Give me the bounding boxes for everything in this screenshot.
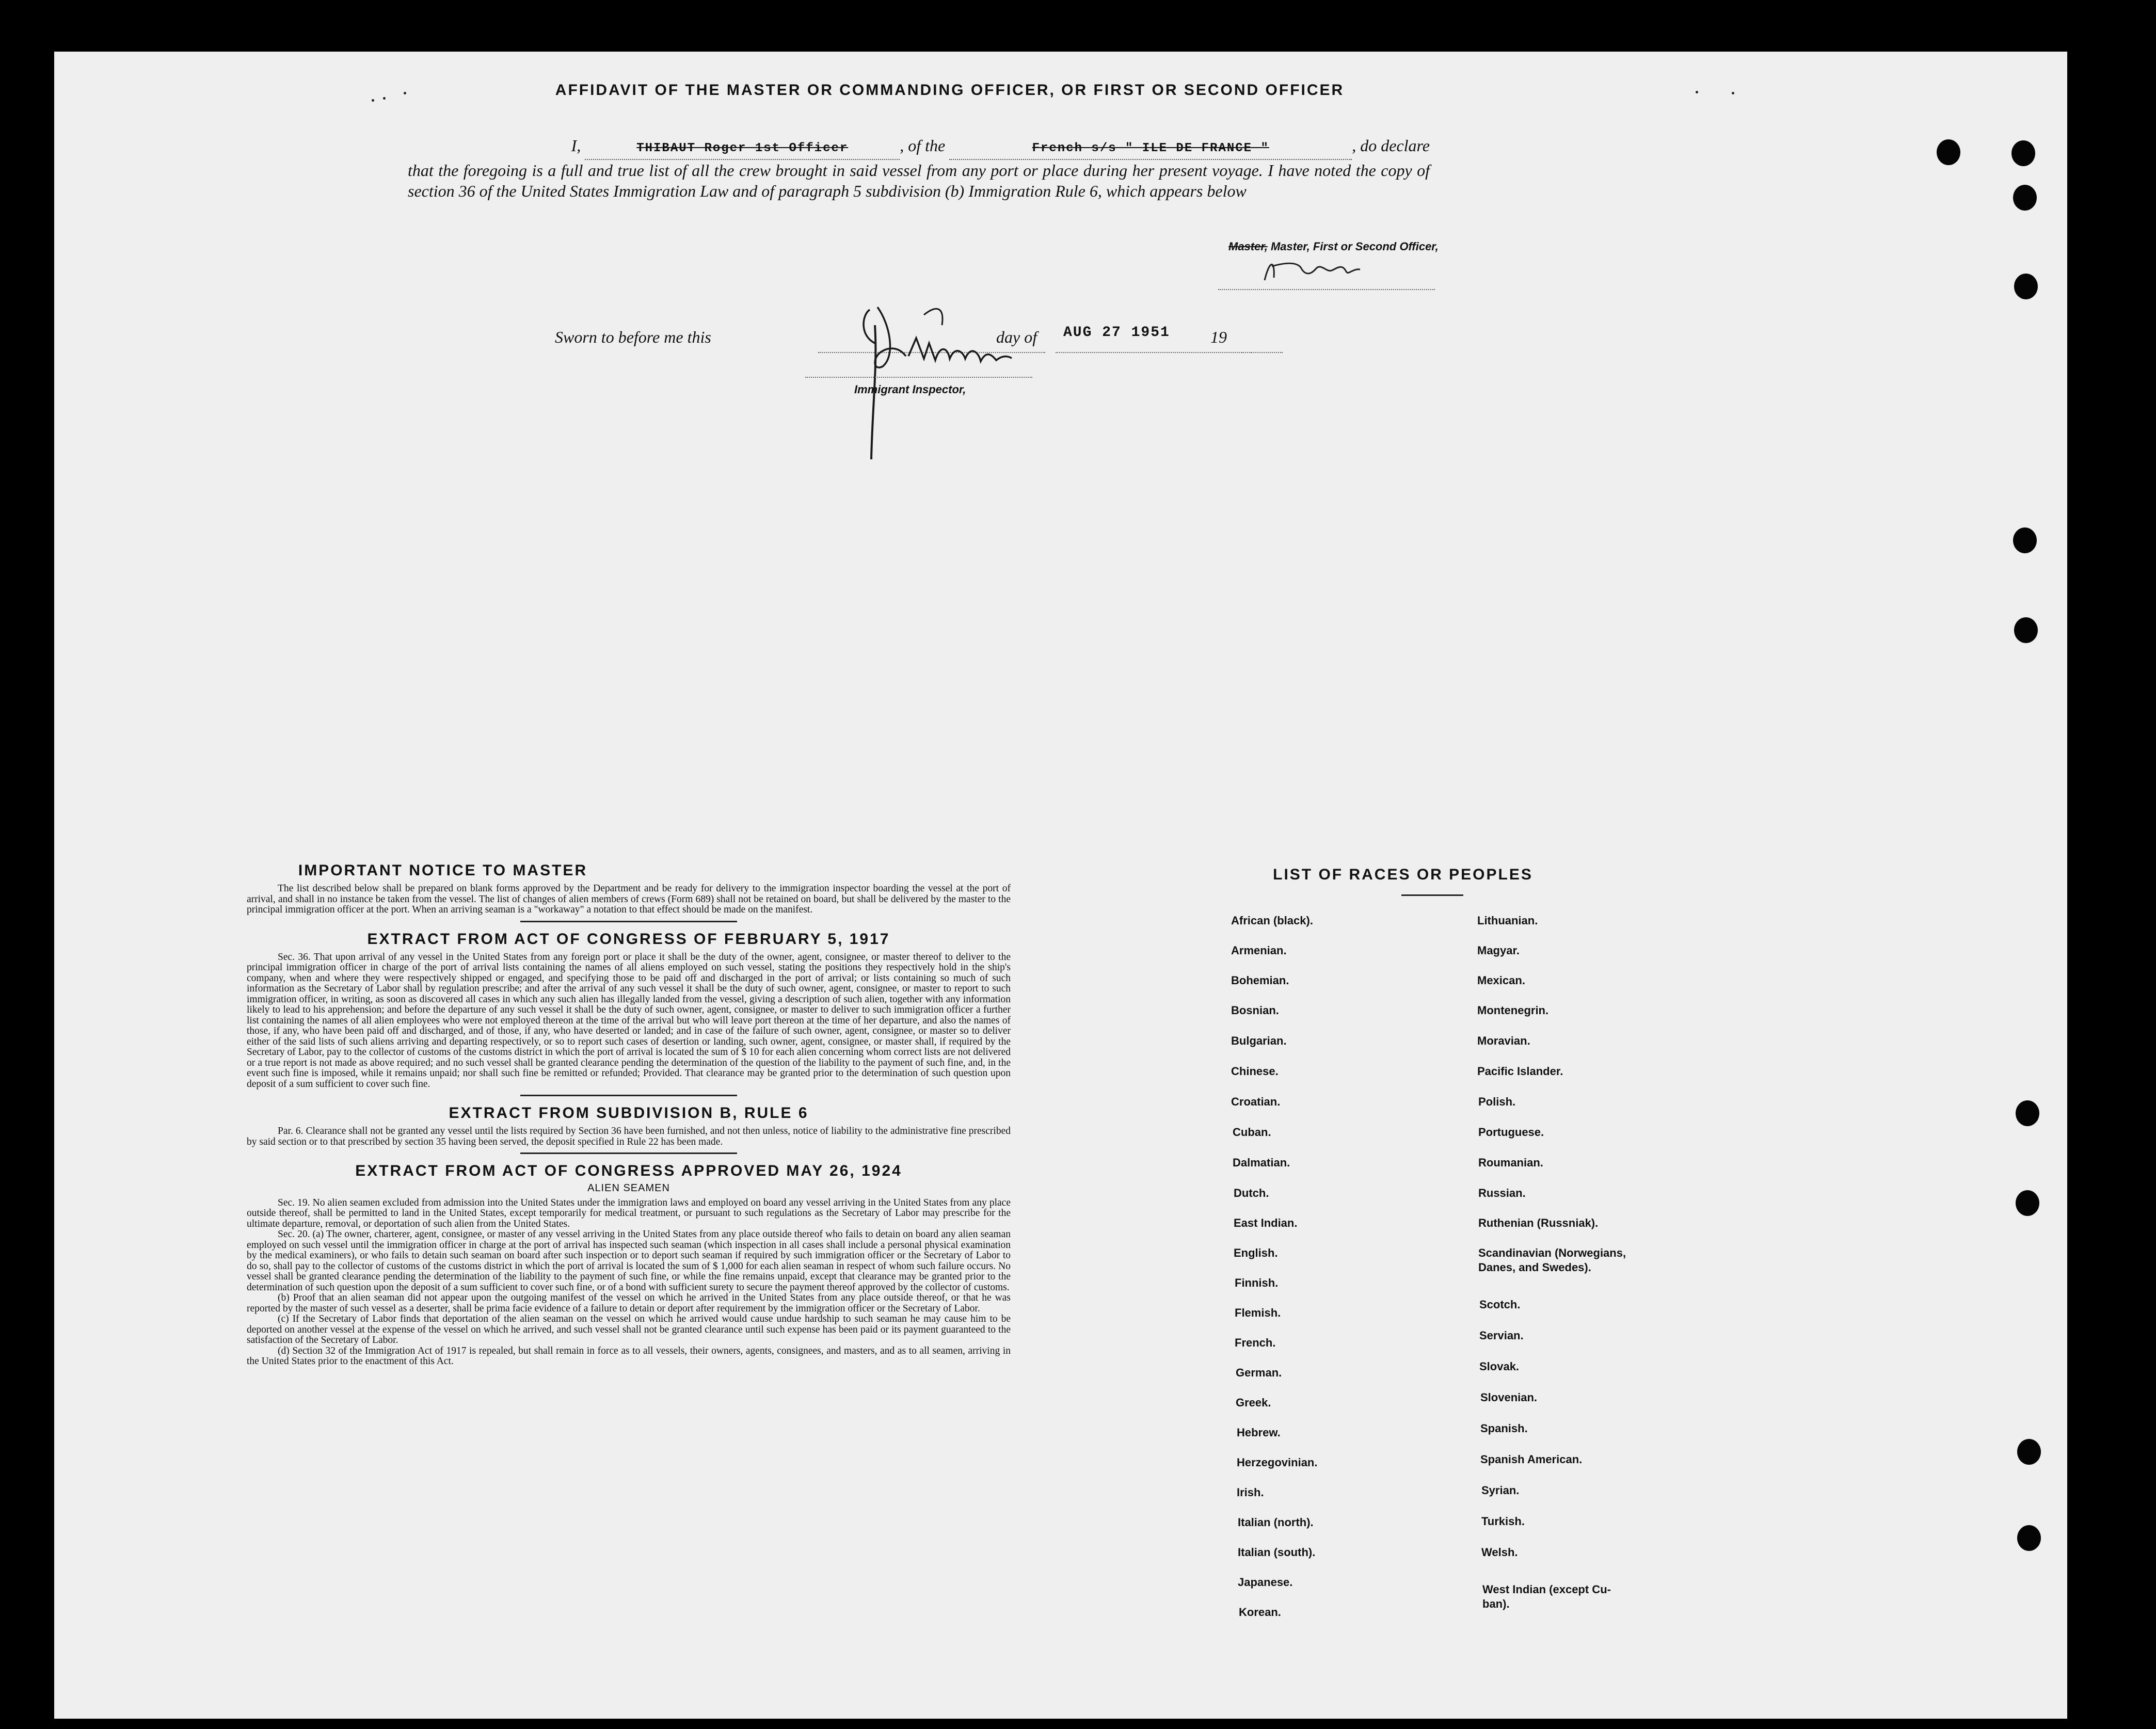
notice-column [247,861,1011,1367]
race-col1-item: French. [1235,1336,1276,1349]
race-col1-item: Herzegovinian. [1237,1456,1318,1469]
race-col1-item: Hebrew. [1237,1426,1281,1439]
affidavit-title: AFFIDAVIT OF THE MASTER OR COMMANDING OFFICER, OR FIRST OR SECOND OFFICER [555,82,1345,99]
race-col1-item: Greek. [1236,1396,1271,1409]
race-col2-item: Montenegrin. [1477,1004,1549,1017]
race-col1-item: Italian (south). [1238,1546,1316,1559]
race-col2-item: Moravian. [1477,1034,1530,1047]
sworn-month-line [1056,352,1252,353]
race-col1-item: Japanese. [1238,1576,1293,1589]
ink-speck [372,99,374,102]
race-col1-item: Cuban. [1233,1126,1271,1139]
race-col2-item: Slovenian. [1480,1391,1538,1404]
race-col1-item: Italian (north). [1238,1516,1314,1529]
race-col2-item: Welsh. [1481,1546,1518,1559]
sworn-prefix: Sworn to before me this [555,328,711,346]
race-col2-item: West Indian (except Cu- ban). [1482,1583,1611,1610]
race-col2-item: Syrian. [1481,1484,1520,1497]
extract3-sec20b: (b) Proof that an alien seaman did not appear upon the outgoing manifest of the vessel on which he arrived in the United States from any place outside thereof, or that he was reported by the master of such vessel as a deserter, shall be prima facie evidence of a failure to detain or deport after requirement by the immigration officer or the Secretary of Labor. [247,1292,1011,1314]
race-col2-item: Roumanian. [1478,1156,1543,1169]
race-col2-item: Turkish. [1481,1515,1525,1528]
race-col1-item: German. [1236,1366,1282,1379]
binder-hole [2017,1525,2041,1551]
affidavit-of-the: , of the [900,136,946,155]
extract3-sec20d: (d) Section 32 of the Immigration Act of 1917 is repealed, but shall remain in force as to all vessels, their owners, agents, consignees, and masters, and as to all seamen, arriving in the United States prior to the enactment of this Act. [247,1345,1011,1367]
race-col1-item: Croatian. [1231,1095,1281,1108]
extract1-title: EXTRACT FROM ACT OF CONGRESS OF FEBRUARY 5, 1917 [367,930,890,948]
race-col2-item: Portuguese. [1478,1126,1544,1139]
race-col2-item: Russian. [1478,1187,1526,1199]
extract3-title: EXTRACT FROM ACT OF CONGRESS APPROVED MAY 26, 1924 [355,1162,902,1179]
race-col2-item: Scotch. [1479,1298,1521,1311]
binder-hole [2013,527,2037,553]
notice-text: The list described below shall be prepared on blank forms approved by the Department and be ready for delivery to the immigration inspector boarding the vessel at the port of arrival, and shall in no instance be taken from the vessel. The list of changes of alien members of crews (Form 689) shall not be retained on board, but shall be delivered by the master to the principal immigration officer at the port. When an arriving seaman is a "workaway" a notation to that effect should be made on the manifest. [247,883,1011,915]
inspector-caption: Immigrant Inspector, [854,383,966,396]
date-stamp: AUG 27 1951 [1063,325,1170,341]
race-col1-item: English. [1234,1246,1278,1259]
extract2-title: EXTRACT FROM SUBDIVISION B, RULE 6 [449,1104,809,1122]
race-col2-item: Magyar. [1477,944,1520,957]
race-col1-item: Irish. [1237,1486,1264,1499]
divider [520,921,737,922]
master-caption [1228,240,1439,253]
race-col2-item: Ruthenian (Russniak). [1478,1216,1599,1229]
binder-hole [2017,1439,2041,1465]
master-caption-struck: Master, [1228,240,1268,253]
sworn-day-of: day of [996,328,1037,346]
races-title: LIST OF RACES OR PEOPLES [1273,866,1533,883]
race-col1-item: Finnish. [1235,1276,1279,1289]
officer-name-field: THIBAUT Roger 1st Officer [636,141,849,155]
ink-speck [383,97,386,100]
vessel-name-field: French s/s " ILE DE FRANCE " [1032,141,1269,155]
race-col1-item: Bosnian. [1231,1004,1279,1017]
extract3-sec20c: (c) If the Secretary of Labor finds that deportation of the alien seaman on the vessel on which he arrived would cause undue hardship to such seaman he may cause him to be deported on another vessel at the expense of the vessel on which he arrived, and such vessel shall not be granted clearance until such expense has been paid or its payment guaranteed to the satisfaction of the Secretary of Labor. [247,1314,1011,1346]
race-col1-item: East Indian. [1234,1216,1298,1229]
divider [520,1152,737,1154]
inspector-line [805,377,1032,378]
sworn-year-prefix: 19 [1210,328,1227,346]
race-col1-item: Dutch. [1234,1187,1269,1199]
binder-hole [2016,1190,2039,1216]
race-col2-item: Polish. [1478,1095,1516,1108]
race-col2-item: Servian. [1479,1329,1524,1342]
race-col1-item: Dalmatian. [1233,1156,1290,1169]
extract1-text: Sec. 36. That upon arrival of any vessel in the United States from any foreign port or place it shall be the duty of the owner, agent, consignee, or master thereof to deliver to the principal immigration officer in charge of the port of arrival lists containing the names of all aliens employed on such vessel, stating the positions they respectively hold in the ship's company, when and where they were respectively shipped or engaged, and specifying those to be paid off and discharged in the port of arrival; or lists containing so much of such information as the Secretary of Labor shall by regulation prescribe; and after the arrival of any such vessel it shall be the duty of such owner, agent, consignee, or master to report to such immigration officer, in writing, as soon as discovered all cases in which any such alien has illegally landed from the vessel, giving a description of such alien, together with any information likely to lead to his apprehension; and before the departure of any such vessel it shall be the duty of such owner, agent, consignee, or master to deliver to such immigration officer a further list containing the names of all alien employees who were not employed thereon at the time of the arrival but who will leave port thereon at the time of her departure, and also the names of those, if any, who have been paid off and discharged, and of those, if any, who have deserted or landed; and in case of the failure of such owner, agent, consignee, or master so to deliver either of the said lists of such aliens arriving and departing respectively, or so to report such cases of desertion or landing, such owner, agent, consignee, or master shall, if required by the Secretary of Labor, pay to the collector of customs of the customs district in which the port of arrival is located the sum of $ 10 for each alien concerning whom correct lists are not delivered or a true report is not made as above required; and no such vessel shall be granted clearance pending the determination of the question of the liability to the payment of such fine, and, in the event such fine is imposed, while it remains unpaid; nor shall such fine be remitted or refunded; Provided. That clearance may be granted prior to the determination of such question upon deposit of a sum sufficient to cover such fine. [247,951,1011,1090]
race-col2-item: Scandinavian (Norwegians, Danes, and Swedes). [1478,1246,1626,1274]
master-signature-line [1218,289,1435,290]
race-col2-item: Pacific Islander. [1477,1065,1563,1078]
notice-title: IMPORTANT NOTICE TO MASTER [298,862,588,879]
affidavit-line1-prefix: I, [571,136,581,155]
extract2-text: Par. 6. Clearance shall not be granted any vessel until the lists required by Section 36 have been furnished, and not then unless, notice of liability to the administrative fine prescribed by said section or to that prescribed by section 35 having been served, the deposit specified in Rule 22 has been made. [247,1126,1011,1147]
binder-hole [2014,617,2038,643]
race-col1-item: Bohemian. [1231,974,1289,987]
affidavit-do-declare: , do declare [1352,136,1430,155]
race-col1-item: Korean. [1239,1606,1281,1619]
race-col1-item: Chinese. [1231,1065,1279,1078]
master-caption-text: Master, First or Second Officer, [1270,240,1439,253]
binder-hole [1937,139,1960,165]
extract3-sec19: Sec. 19. No alien seamen excluded from admission into the United States under the immigration laws and employed on board any vessel arriving in the United States from any place outside thereof, shall be permitted to land in the United States, except temporarily for medical treatment, or pursuant to such regulations as the Secretary of Labor may prescribe for the ultimate departure, removal, or deportation of such alien from the United States. [247,1197,1011,1229]
races-title-rule [1401,894,1463,896]
race-col1-item: African (black). [1231,914,1313,927]
binder-hole [2016,1100,2039,1126]
extract3-subtitle: ALIEN SEAMEN [587,1182,670,1194]
ink-speck [1732,92,1734,94]
race-col2-item: Lithuanian. [1477,914,1538,927]
affidavit-body [408,135,1430,201]
binder-hole [2014,274,2038,299]
ink-speck [1696,91,1698,93]
race-col1-item: Bulgarian. [1231,1034,1287,1047]
sworn-year-line [1241,352,1283,353]
extract3-sec20a: Sec. 20. (a) The owner, charterer, agent, consignee, or master of any vessel arriving in the United States from any place outside thereof who fails to detain on board any alien seaman employed on such vessel until the immigration officer in charge at the port of arrival has inspected such seaman (which inspection in all cases shall include a personal physical examination by the medical examiners), or who fails to detain such seaman on board after such inspection or to deport such seaman if required by such immigration officer or the Secretary of Labor to do so, shall pay to the collector of customs of the customs district in which the port of arrival is located the sum of $ 1,000 for each alien seaman in respect of whom such failure occurs. No vessel shall be granted clearance pending the determination of the liability to the payment of such fine, or while the fine remains unpaid, except that clearance may be granted prior to the determination of such question upon the deposit of a sum sufficient to cover such fine, or of a bond with sufficient surety to secure the payment thereof approved by the collector of customs. [247,1229,1011,1293]
inspector-signature [847,294,1063,470]
binder-hole [2011,140,2035,166]
race-col2-item: Slovak. [1479,1360,1520,1373]
ink-speck [404,92,406,94]
affidavit-declaration-text: that the foregoing is a full and true list of all the crew brought in said vessel from any port or place during her present voyage. I have noted the copy of section 36 of the United States Immigration Law and of paragraph 5 subdivision (b) Immigration Rule 6, which appears below [408,161,1430,200]
race-col1-item: Armenian. [1231,944,1287,957]
master-signature [1259,257,1373,288]
race-col2-item: Spanish. [1480,1422,1528,1435]
race-col1-item: Flemish. [1235,1306,1281,1319]
race-col2-item: Mexican. [1477,974,1525,987]
divider [520,1095,737,1096]
binder-hole [2013,185,2037,211]
race-col2-item: Spanish American. [1480,1453,1583,1466]
